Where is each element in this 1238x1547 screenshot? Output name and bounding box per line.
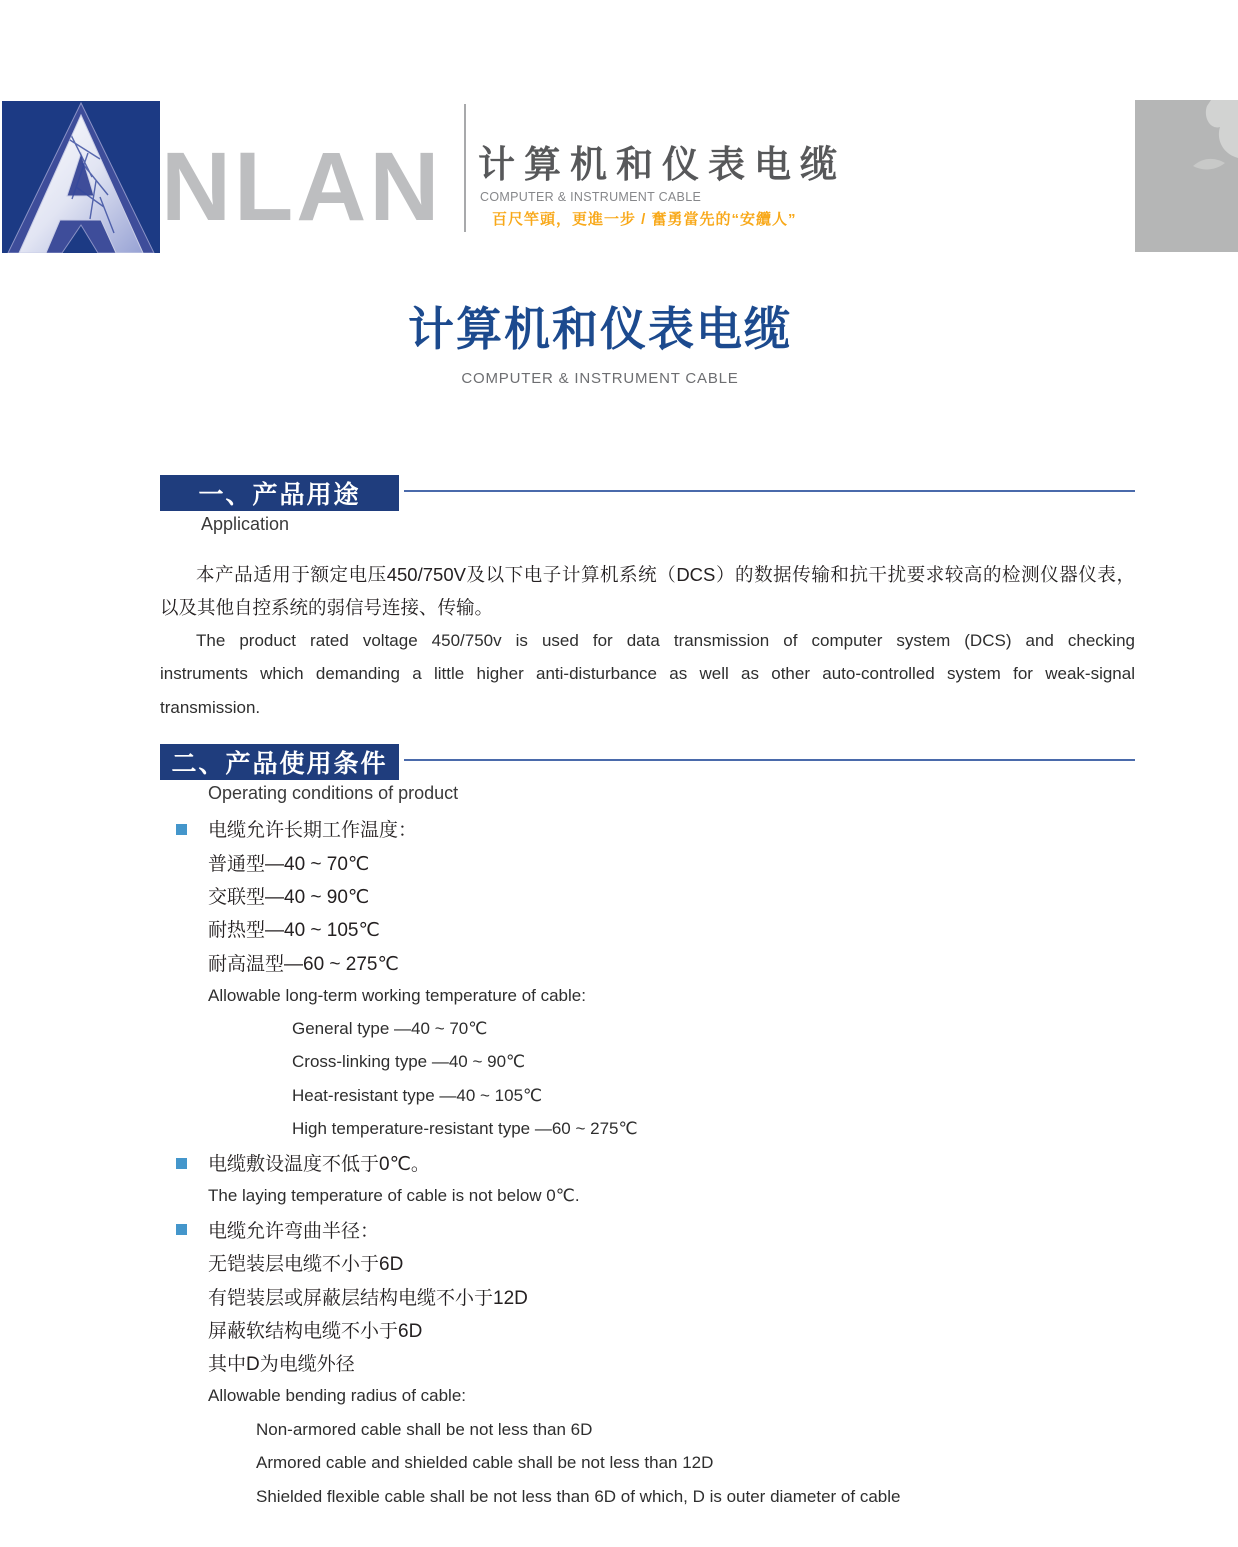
page-subtitle: COMPUTER & INSTRUMENT CABLE — [461, 370, 739, 387]
list-subline-text: Shielded flexible cable shall be not less than 6D of which, D is outer diameter of cable — [256, 1486, 901, 1506]
section-2-header — [160, 744, 1135, 780]
list-subline — [160, 1346, 1135, 1379]
list-subline-text: 其中D为电缆外径 — [208, 1354, 355, 1376]
list-subline — [160, 1179, 1135, 1212]
list-subline-text: 屏蔽软结构电缆不小于6D — [208, 1321, 423, 1343]
list-subline-text: 耐高温型—60 ~ 275℃ — [208, 953, 399, 975]
list-item-text: 电缆敷设温度不低于0℃。 — [208, 1154, 430, 1176]
paragraph-line: The product rated voltage 450/750v is used for data transmission of computer system (DCS) and checking — [196, 631, 1135, 650]
list-subline — [160, 879, 1135, 912]
hero-block — [0, 293, 1200, 387]
list-subline-text: 普通型—40 ~ 70℃ — [208, 853, 370, 875]
list-item — [160, 1213, 1135, 1246]
list-subline-text: Allowable long-term working temperature of cable: — [208, 985, 586, 1005]
corner-image-placeholder — [1135, 100, 1238, 252]
list-subline — [160, 1480, 1135, 1513]
paragraph-line: 本产品适用于额定电压450/750V及以下电子计算机系统（DCS）的数据传输和抗干扰要求较高的检测仪器仪表， — [196, 564, 1135, 585]
bullet-square-icon — [176, 1224, 187, 1235]
section-2-rule-line — [404, 759, 1135, 761]
list-subline — [160, 1046, 1135, 1079]
list-subline-text: Heat-resistant type —40 ~ 105℃ — [292, 1085, 543, 1105]
list-subline — [160, 912, 1135, 945]
header-title-cn: 计算机和仪表电缆 — [478, 144, 846, 185]
list-item-text: 电缆允许长期工作温度： — [208, 820, 418, 842]
list-subline — [160, 1113, 1135, 1146]
list-subline-text: Armored cable and shielded cable shall be not less than 12D — [256, 1453, 714, 1473]
list-subline — [160, 1313, 1135, 1346]
list-subline-text: General type —40 ~ 70℃ — [292, 1019, 488, 1039]
list-subline-text: 有铠装层或屏蔽层结构电缆不小于12D — [208, 1287, 528, 1309]
list-subline-text: 交联型—40 ~ 90℃ — [208, 886, 370, 908]
list-subline — [160, 1279, 1135, 1312]
list-subline — [160, 1380, 1135, 1413]
section-1-banner: 一、产品用途 — [160, 475, 399, 511]
paragraph-line: 以及其他自控系统的弱信号连接、传输。 — [160, 597, 494, 619]
list-item — [160, 1146, 1135, 1179]
list-subline-text: 耐热型—40 ~ 105℃ — [208, 920, 380, 942]
header-title-en: COMPUTER & INSTRUMENT CABLE — [480, 190, 702, 204]
list-subline-text: Cross-linking type —40 ~ 90℃ — [292, 1052, 526, 1072]
section-1-subheading-en: Application — [201, 514, 290, 534]
list-subline — [160, 946, 1135, 979]
list-item-text: 电缆允许弯曲半径： — [208, 1220, 380, 1242]
list-subline — [160, 1079, 1135, 1112]
section-2-subheading-en: Operating conditions of product — [208, 783, 459, 803]
list-subline-text: High temperature-resistant type —60 ~ 275℃ — [292, 1119, 638, 1139]
header-divider-line — [464, 104, 466, 232]
logo-letters: NLAN — [161, 132, 443, 241]
list-subline — [160, 979, 1135, 1012]
list-subline — [160, 845, 1135, 878]
list-subline-text: The laying temperature of cable is not below 0℃. — [208, 1185, 580, 1205]
bullet-square-icon — [176, 824, 187, 835]
section-1-rule-line — [404, 490, 1135, 492]
paragraph-line: instruments which demanding a little higher anti-disturbance as well as other auto-controlled system for weak-signal — [160, 664, 1135, 684]
logo-a-icon — [2, 101, 160, 253]
application-paragraph-cn — [160, 558, 1135, 625]
list-subline — [160, 1413, 1135, 1446]
list-item — [160, 812, 1135, 845]
paragraph-line: transmission. — [160, 697, 261, 717]
section-1-header — [160, 475, 1135, 511]
conditions-list — [160, 812, 1135, 1513]
list-subline-text: 无铠装层电缆不小于6D — [208, 1254, 404, 1276]
list-subline-text: Allowable bending radius of cable: — [208, 1386, 467, 1406]
list-subline — [160, 1012, 1135, 1045]
section-2-banner: 二、产品使用条件 — [160, 744, 399, 780]
page-title: 计算机和仪表电缆 — [408, 303, 792, 355]
bullet-square-icon — [176, 1158, 187, 1169]
header-tagline: 百尺竿頭，更進一步 / 奮勇當先的“安纜人” — [492, 211, 797, 228]
list-subline — [160, 1246, 1135, 1279]
list-subline — [160, 1446, 1135, 1479]
application-paragraph-en — [160, 624, 1135, 724]
list-subline-text: Non-armored cable shall be not less than 6D — [256, 1419, 593, 1439]
